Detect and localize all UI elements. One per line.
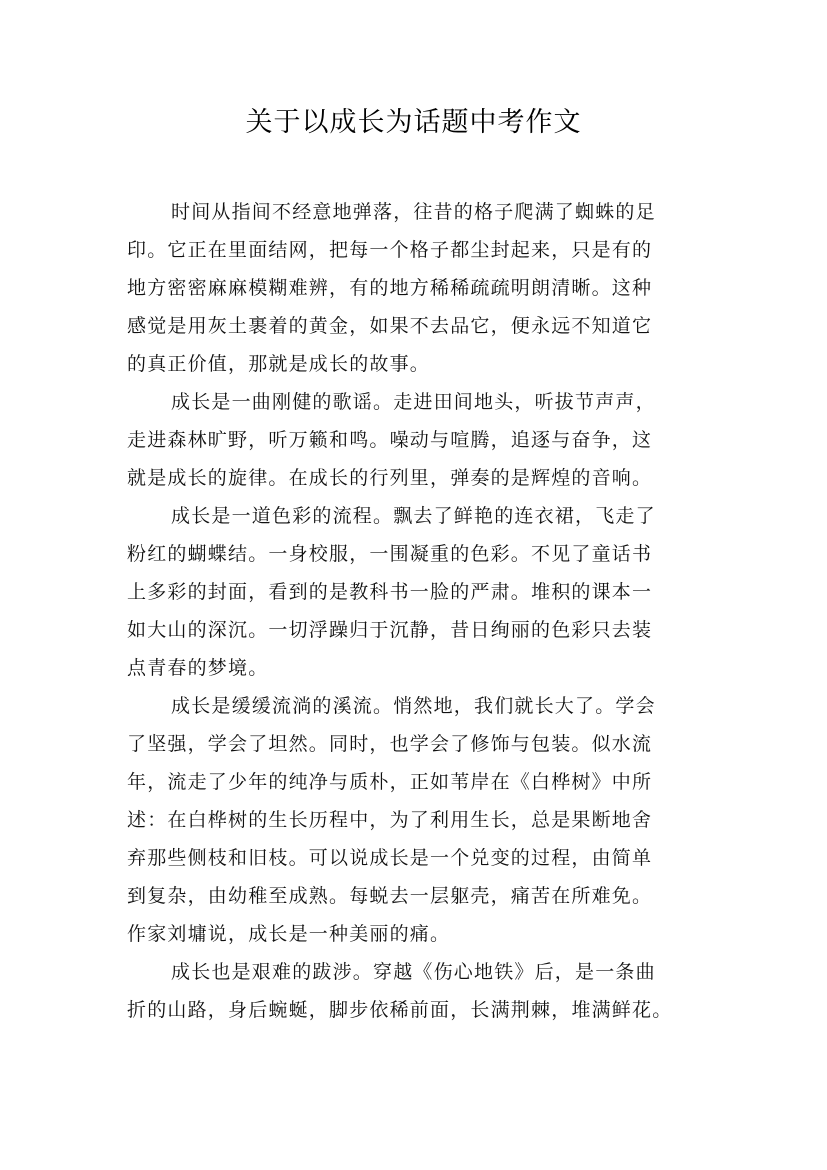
- text-line: 作家刘墉说，成长是一种美丽的痛。: [127, 923, 451, 945]
- page-title: 关于以成长为话题中考作文: [245, 107, 582, 138]
- text-line: 印。它正在里面结网，把每一个格子都尘封起来，只是有的: [127, 239, 653, 261]
- text-line: 如大山的深沉。一切浮躁归于沉静，昔日绚丽的色彩只去装: [127, 619, 653, 641]
- text-line: 成长是一曲刚健的歌谣。走进田间地头，听拔节声声，: [171, 391, 656, 413]
- text-line: 走进森林旷野，听万籁和鸣。噪动与喧腾，追逐与奋争，这: [127, 429, 653, 451]
- text-line: 述：在白桦树的生长历程中，为了利用生长，总是果断地舍: [127, 809, 653, 831]
- text-line: 上多彩的封面，看到的是教科书一脸的严肃。堆积的课本一: [127, 581, 653, 603]
- text-line: 点青春的梦境。: [127, 657, 269, 679]
- text-line: 时间从指间不经意地弹落，往昔的格子爬满了蜘蛛的足: [171, 201, 656, 223]
- text-line: 成长是一道色彩的流程。飘去了鲜艳的连衣裙，飞走了: [171, 505, 656, 527]
- text-line: 粉红的蝴蝶结。一身校服，一围凝重的色彩。不见了童话书: [127, 543, 653, 565]
- text-line: 弃那些侧枝和旧枝。可以说成长是一个兑变的过程，由简单: [127, 847, 653, 869]
- text-line: 的真正价值，那就是成长的故事。: [127, 353, 431, 375]
- text-line: 就是成长的旋律。在成长的行列里，弹奏的是辉煌的音响。: [127, 467, 653, 489]
- text-line: 折的山路，身后蜿蜒，脚步依稀前面，长满荆棘，堆满鲜花。: [127, 999, 673, 1021]
- text-line: 感觉是用灰土裹着的黄金，如果不去品它，便永远不知道它: [127, 315, 653, 337]
- essay-body: [127, 193, 707, 1029]
- text-line: 了坚强，学会了坦然。同时，也学会了修饰与包装。似水流: [127, 733, 653, 755]
- text-line: 年，流走了少年的纯净与质朴，正如苇岸在《白桦树》中所: [127, 771, 653, 793]
- text-line: 成长也是艰难的跋涉。穿越《伤心地铁》后，是一条曲: [171, 961, 656, 983]
- text-line: 成长是缓缓流淌的溪流。悄然地，我们就长大了。学会: [171, 695, 656, 717]
- text-line: 到复杂，由幼稚至成熟。每蜕去一层躯壳，痛苦在所难免。: [127, 885, 653, 907]
- text-line: 地方密密麻麻模糊难辨，有的地方稀稀疏疏明朗清晰。这种: [127, 277, 653, 299]
